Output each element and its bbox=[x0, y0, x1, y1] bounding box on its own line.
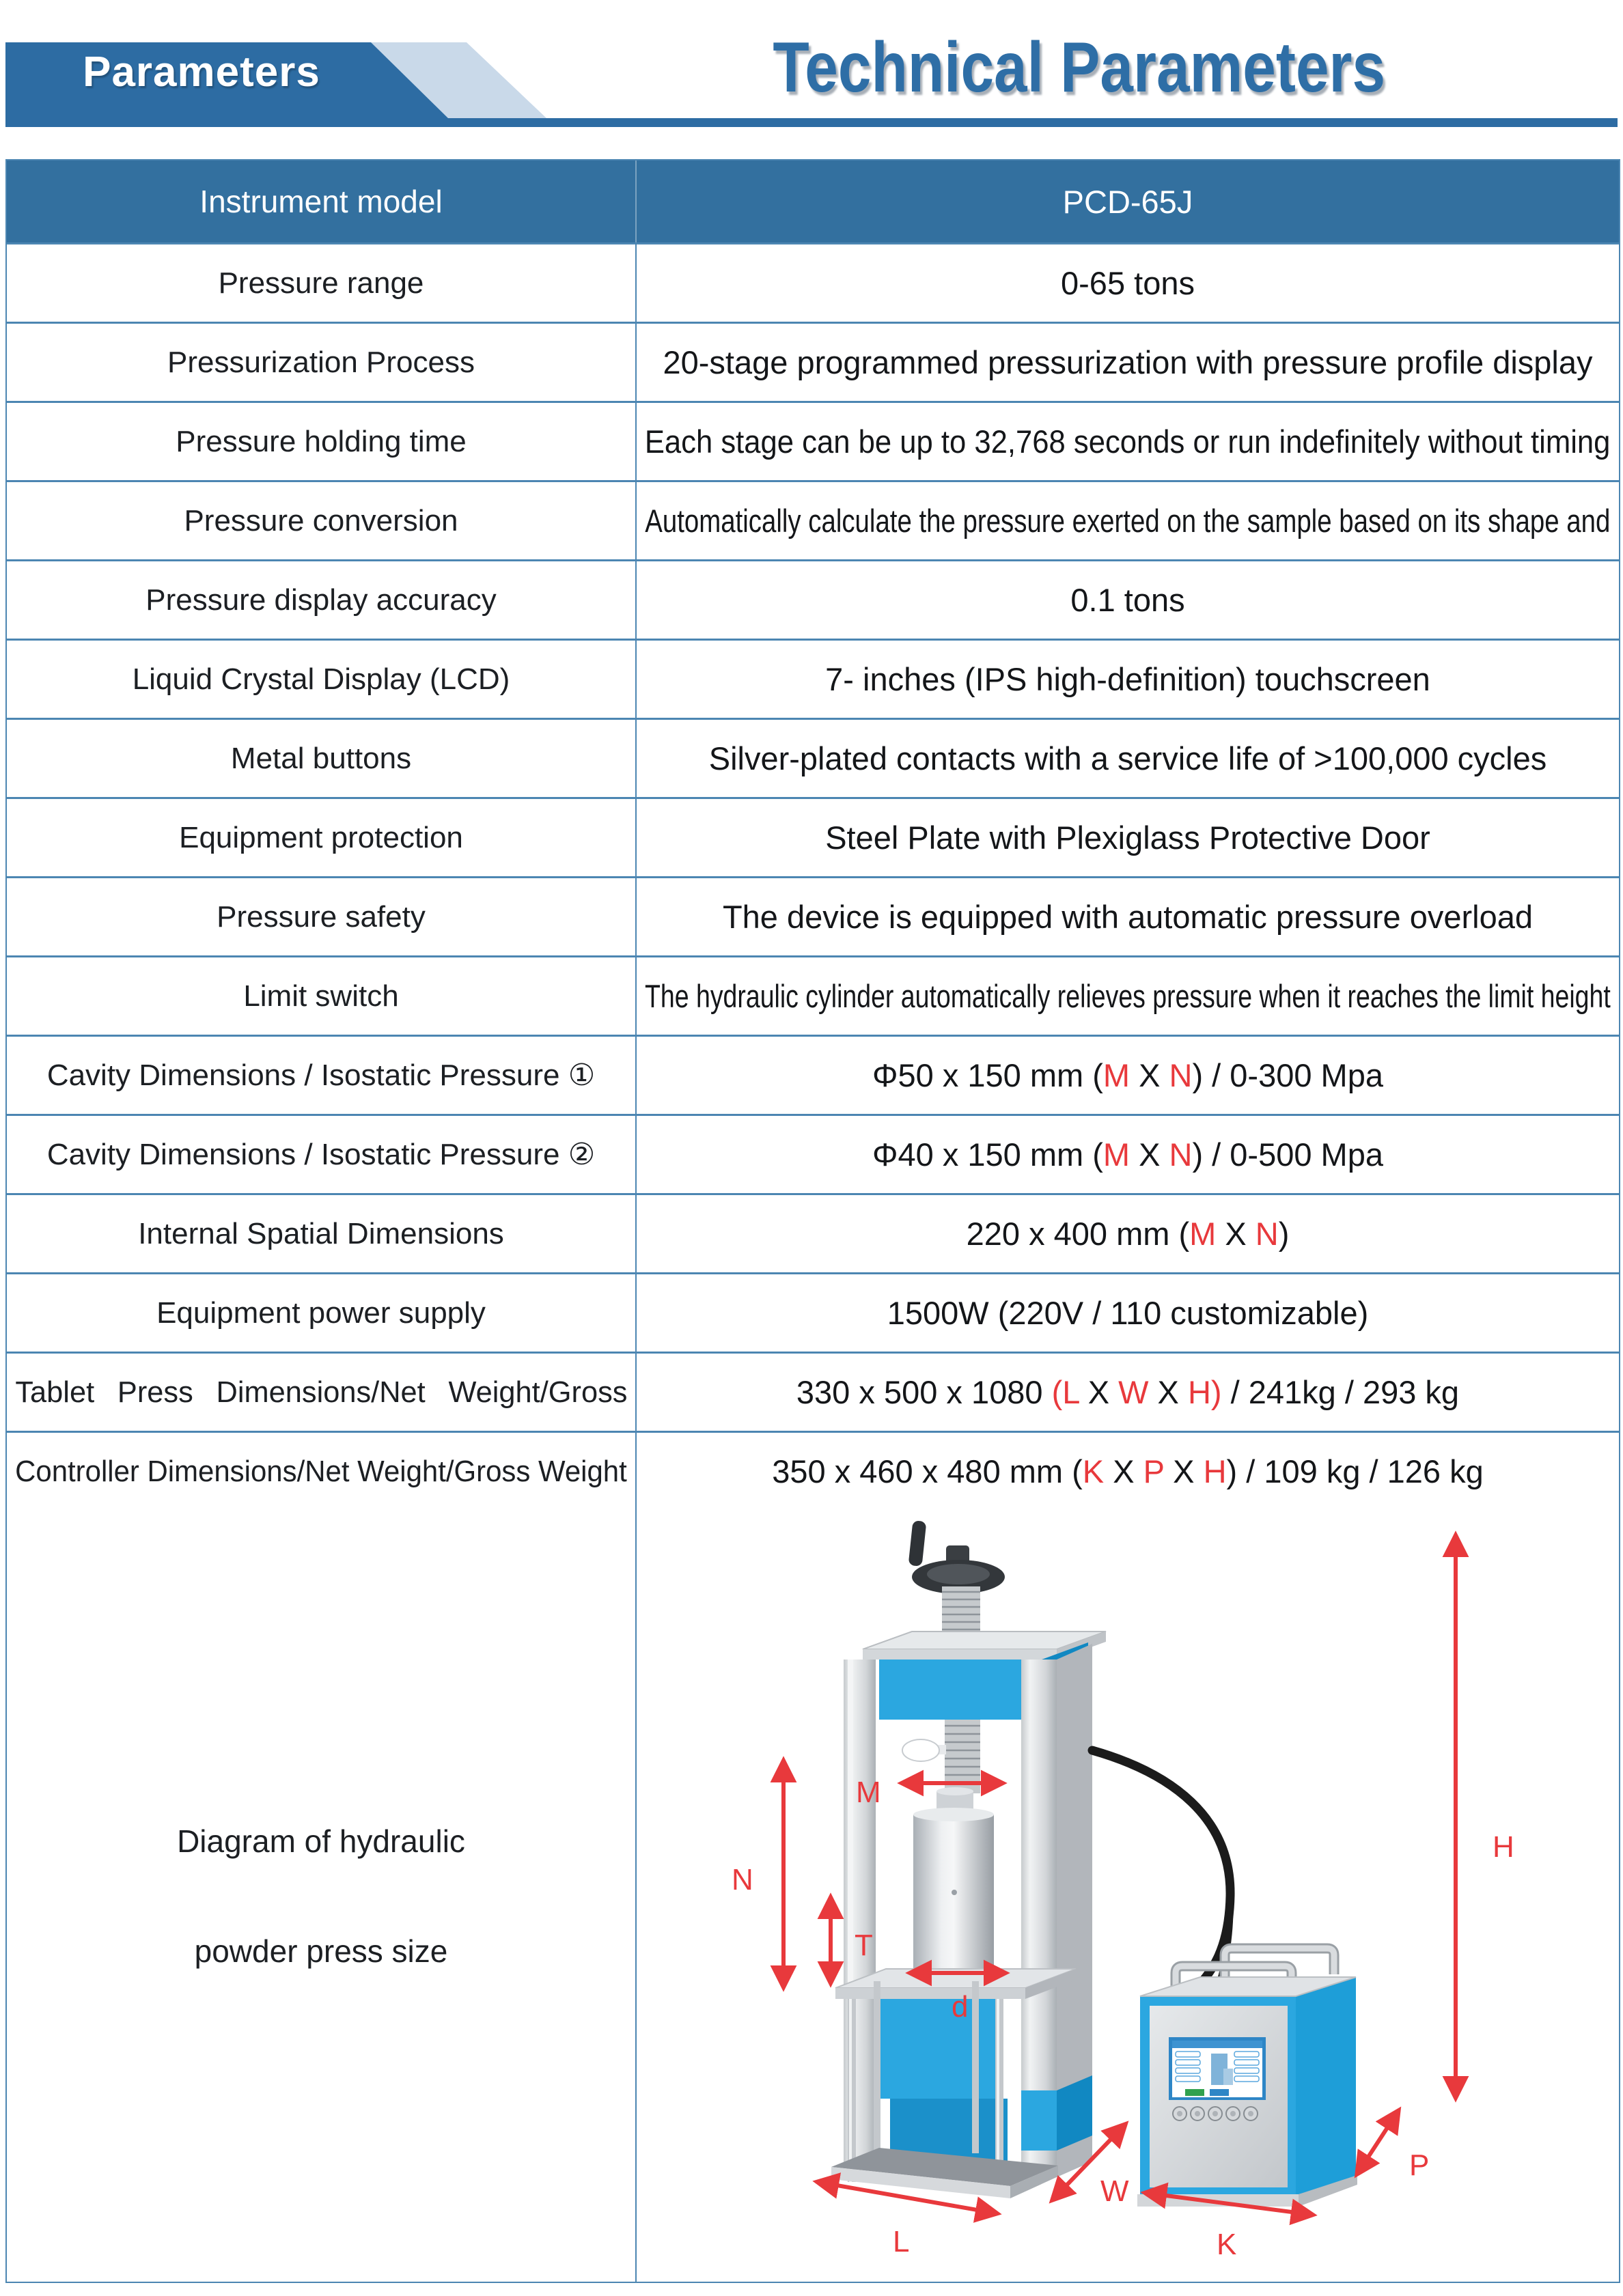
table-row bbox=[7, 1433, 1619, 1510]
row-label: Internal Spatial Dimensions bbox=[7, 1195, 637, 1272]
table-row bbox=[7, 1354, 1619, 1433]
dim-label-H: H bbox=[1492, 1830, 1514, 1864]
table-row bbox=[7, 641, 1619, 720]
row-value: The hydraulic cylinder automatically relieves pressure when it reaches the limit height bbox=[645, 978, 1611, 1014]
table-row bbox=[7, 482, 1619, 561]
table-header-label: Instrument model bbox=[7, 160, 637, 242]
row-label: Liquid Crystal Display (LCD) bbox=[7, 641, 637, 718]
row-value: Silver-plated contacts with a service life of >100,000 cycles bbox=[708, 740, 1547, 776]
row-label: Pressure safety bbox=[7, 878, 637, 955]
banner-tag: Parameters bbox=[83, 48, 320, 96]
table-row bbox=[7, 1116, 1619, 1195]
row-value: 330 x 500 x 1080 (L X W X H) / 241kg / 293 kg bbox=[796, 1374, 1460, 1410]
dim-arrow-P bbox=[1357, 2111, 1398, 2174]
dim-label-M: M bbox=[855, 1776, 881, 1809]
row-label: Metal buttons bbox=[7, 720, 637, 797]
dim-label-W: W bbox=[1100, 2174, 1129, 2208]
page-title: Technical Parameters bbox=[773, 28, 1386, 107]
press-illustration bbox=[831, 1520, 1106, 2198]
diagram-caption-line2: powder press size bbox=[194, 1933, 448, 1969]
table-row bbox=[7, 244, 1619, 324]
row-value: 220 x 400 mm (M X N) bbox=[966, 1216, 1290, 1252]
table-row bbox=[7, 1274, 1619, 1354]
controller-touchscreen[interactable] bbox=[1169, 2037, 1266, 2100]
row-label: Pressure holding time bbox=[7, 403, 637, 480]
table-row bbox=[7, 799, 1619, 878]
table-row bbox=[7, 561, 1619, 641]
table-row bbox=[7, 878, 1619, 957]
table-row bbox=[7, 324, 1619, 403]
row-value: 7- inches (IPS high-definition) touchscreen bbox=[825, 661, 1430, 697]
table-header-row bbox=[7, 160, 1619, 244]
row-label: Tablet Press Dimensions/Net Weight/Gross bbox=[7, 1354, 637, 1431]
table-row bbox=[7, 1195, 1619, 1274]
dim-label-L: L bbox=[892, 2225, 909, 2258]
banner-underline-strip bbox=[5, 118, 1618, 127]
controller-side-face bbox=[1296, 1977, 1356, 2197]
row-value: The device is equipped with automatic pressure overload bbox=[722, 899, 1534, 935]
power-cable bbox=[1092, 1750, 1230, 1996]
controller-illustration bbox=[1137, 1948, 1357, 2207]
table-header-value: PCD-65J bbox=[1062, 183, 1193, 220]
row-value: 20-stage programmed pressurization with pressure profile display bbox=[663, 344, 1593, 380]
dim-label-N: N bbox=[731, 1863, 753, 1896]
diagram-caption bbox=[7, 1510, 637, 2282]
row-label: Equipment power supply bbox=[7, 1274, 637, 1352]
diagram-caption-line1: Diagram of hydraulic bbox=[177, 1823, 465, 1859]
row-label: Cavity Dimensions / Isostatic Pressure ① bbox=[7, 1037, 637, 1114]
row-value: 350 x 460 x 480 mm (K X P X H) / 109 kg / 126 kg bbox=[772, 1453, 1484, 1489]
table-row bbox=[7, 403, 1619, 482]
row-label: Cavity Dimensions / Isostatic Pressure ② bbox=[7, 1116, 637, 1193]
press-crank-handle bbox=[908, 1520, 1004, 1594]
row-value: Each stage can be up to 32,768 seconds or run indefinitely without timing bbox=[645, 423, 1611, 460]
row-value: Automatically calculate the pressure exerted on the sample based on its shape and bbox=[645, 503, 1611, 539]
row-value: 1500W (220V / 110 customizable) bbox=[887, 1295, 1369, 1331]
row-label: Pressurization Process bbox=[7, 324, 637, 401]
table-row-diagram bbox=[7, 1510, 1619, 2282]
row-label: Pressure conversion bbox=[7, 482, 637, 559]
dim-label-K: K bbox=[1216, 2228, 1236, 2261]
table-row bbox=[7, 720, 1619, 799]
press-piston bbox=[902, 1720, 994, 1981]
row-label: Pressure range bbox=[7, 244, 637, 322]
technical-parameters-table bbox=[5, 159, 1620, 2283]
header-banner bbox=[0, 0, 1623, 137]
row-value: Steel Plate with Plexiglass Protective Door bbox=[825, 820, 1430, 856]
hydraulic-press-diagram bbox=[639, 1510, 1618, 2282]
row-label: Equipment protection bbox=[7, 799, 637, 876]
row-label: Limit switch bbox=[7, 957, 637, 1035]
row-value: 0.1 tons bbox=[1070, 582, 1185, 618]
row-value: Φ40 x 150 mm (M X N) / 0-500 Mpa bbox=[872, 1136, 1383, 1173]
row-value: 0-65 tons bbox=[1061, 265, 1195, 301]
row-label: Controller Dimensions/Net Weight/Gross Weight bbox=[7, 1433, 637, 1510]
row-label: Pressure display accuracy bbox=[7, 561, 637, 639]
dim-label-T: T bbox=[854, 1929, 873, 1962]
diagram-cell bbox=[637, 1510, 1619, 2282]
dim-label-P: P bbox=[1409, 2148, 1429, 2182]
row-value: Φ50 x 150 mm (M X N) / 0-300 Mpa bbox=[872, 1057, 1383, 1093]
table-row bbox=[7, 957, 1619, 1037]
dim-label-d: d bbox=[951, 1990, 968, 2024]
table-row bbox=[7, 1037, 1619, 1116]
